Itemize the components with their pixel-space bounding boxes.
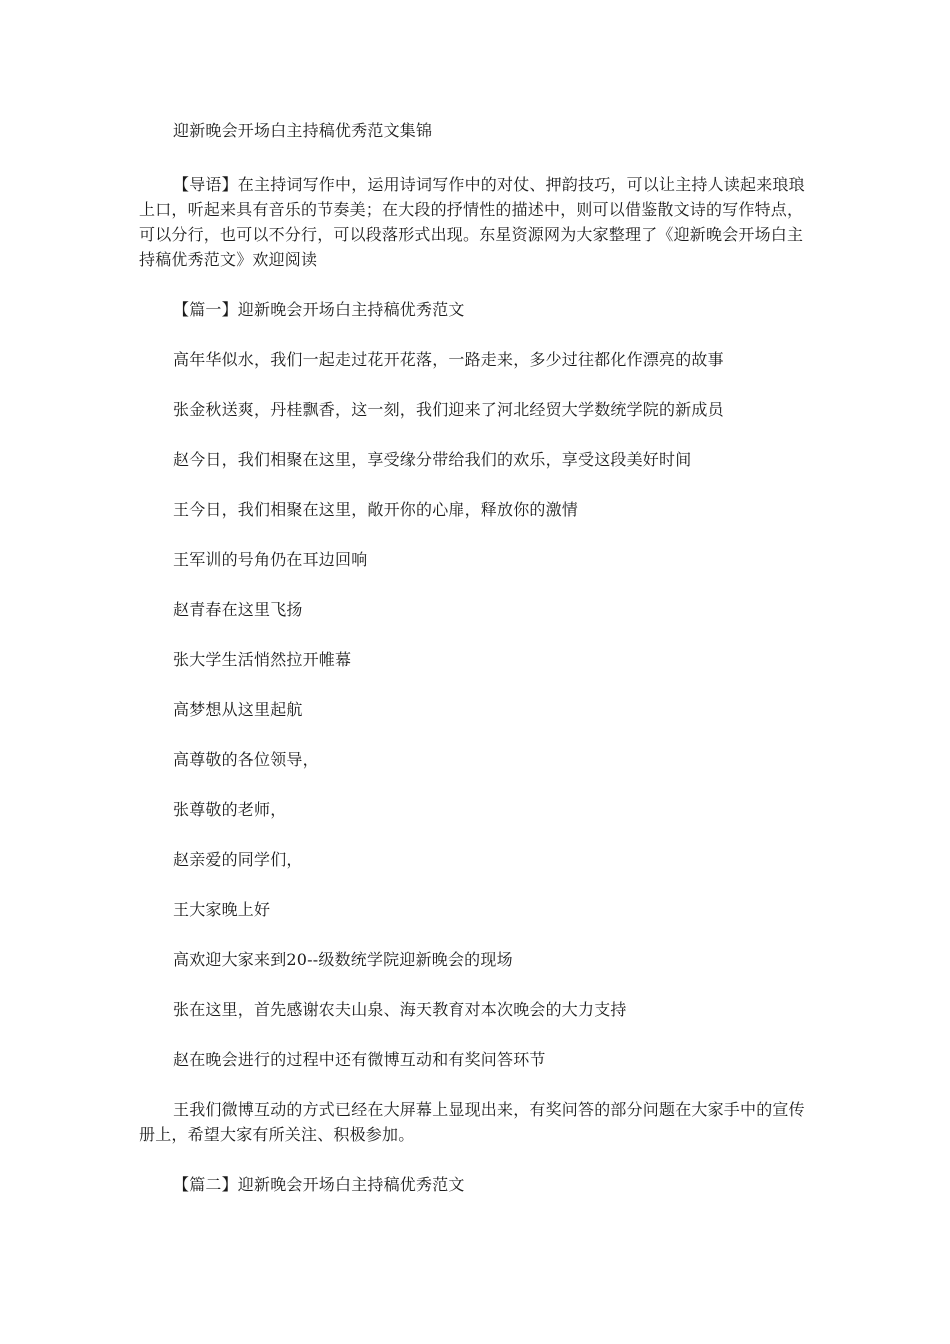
script-line: 高年华似水，我们一起走过花开花落，一路走来，多少过往都化作漂亮的故事 xyxy=(173,350,724,369)
script-line: 张在这里，首先感谢农夫山泉、海天教育对本次晚会的大力支持 xyxy=(173,1000,627,1019)
script-line: 高欢迎大家来到20--级数统学院迎新晚会的现场 xyxy=(173,950,513,969)
script-line: 王大家晚上好 xyxy=(173,900,271,919)
section-heading-2: 【篇二】迎新晚会开场白主持稿优秀范文 xyxy=(173,1175,465,1194)
script-line: 张大学生活悄然拉开帷幕 xyxy=(173,650,352,669)
intro-paragraph: 【导语】在主持词写作中，运用诗词写作中的对仗、押韵技巧，可以让主持人读起来琅琅上口，听起来具有音乐的节奏美；在大段的抒情性的描述中，则可以借鉴散文诗的写作特点，可以分行，也可以不分行，可以段落形式出现。东星资源网为大家整理了《迎新晚会开场白主持稿优秀范文》欢迎阅读 xyxy=(139,175,805,269)
script-line: 王军训的号角仍在耳边回响 xyxy=(173,550,368,569)
document-body xyxy=(139,118,819,1222)
script-line: 张金秋送爽，丹桂飘香，这一刻，我们迎来了河北经贸大学数统学院的新成员 xyxy=(173,400,724,419)
script-line: 高梦想从这里起航 xyxy=(173,700,303,719)
script-line: 赵在晚会进行的过程中还有微博互动和有奖问答环节 xyxy=(173,1050,546,1069)
script-line: 张尊敬的老师， xyxy=(173,800,287,819)
document-title: 迎新晚会开场白主持稿优秀范文集锦 xyxy=(173,121,433,140)
script-line: 高尊敬的各位领导， xyxy=(173,750,319,769)
script-line: 赵青春在这里飞扬 xyxy=(173,600,303,619)
script-line: 王今日，我们相聚在这里，敞开你的心扉，释放你的激情 xyxy=(173,500,579,519)
script-line: 王我们微博互动的方式已经在大屏幕上显现出来，有奖问答的部分问题在大家手中的宣传册上，希望大家有所关注、积极参加。 xyxy=(139,1100,805,1144)
section-heading-1: 【篇一】迎新晚会开场白主持稿优秀范文 xyxy=(173,300,465,319)
script-line: 赵亲爱的同学们， xyxy=(173,850,303,869)
script-line: 赵今日，我们相聚在这里，享受缘分带给我们的欢乐，享受这段美好时间 xyxy=(173,450,692,469)
